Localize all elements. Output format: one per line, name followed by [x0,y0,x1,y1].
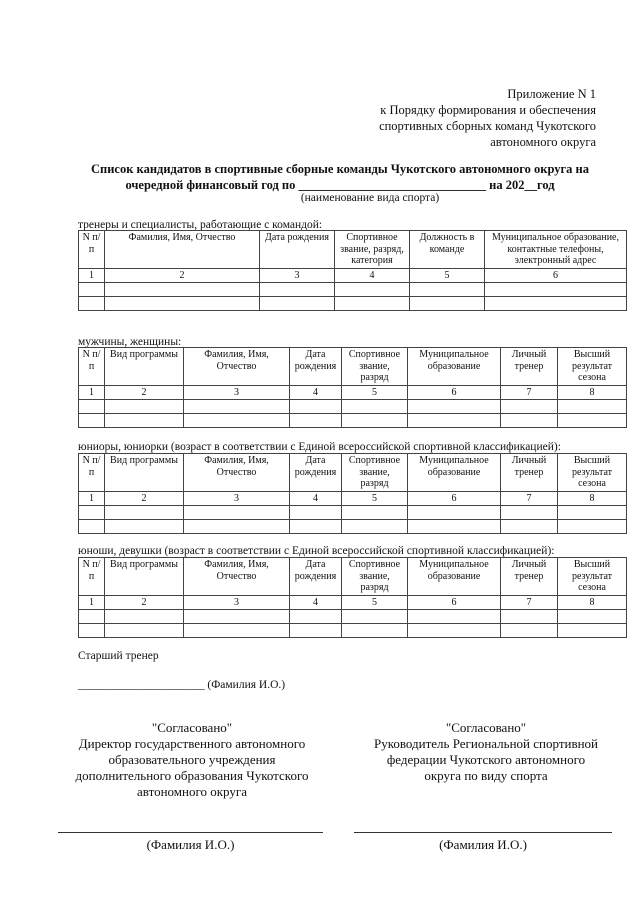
number-cell: 7 [501,595,558,610]
number-cell: 2 [105,595,184,610]
number-cell: 8 [558,491,627,506]
table-header-row [79,348,627,386]
header-cell: Муниципальное образование [408,454,501,492]
section-label-juniors: юниоры, юниорки (возраст в соответствии с Единой всероссийской спортивной классификацией): [78,441,561,453]
header-cell: Фамилия, Имя, Отчество [184,558,290,596]
sport-name-note: (наименование вида спорта) [300,192,440,204]
header-cell: N п/п [79,231,105,269]
agreement-line: автономного округа [137,784,247,799]
signature-line-right [354,832,612,833]
number-cell: 1 [79,385,105,400]
appendix-line: к Порядку формирования и обеспечения [380,103,596,117]
number-cell: 2 [105,268,260,283]
header-cell: Дата рождения [290,558,342,596]
table-row [79,520,627,534]
number-cell: 6 [408,385,501,400]
header-cell: Муниципальное образование [408,348,501,386]
number-cell: 6 [485,268,627,283]
header-cell: Дата рождения [290,348,342,386]
appendix-line: Приложение N 1 [507,87,596,101]
agreement-left [58,720,326,800]
section-label-men-women: мужчины, женщины: [78,336,182,348]
number-cell: 7 [501,491,558,506]
header-cell: Высший результат сезона [558,348,627,386]
table-row [79,624,627,638]
athletes-table-youths [78,557,627,638]
header-cell: Вид программы [105,348,184,386]
document-title [60,161,620,193]
number-cell: 6 [408,595,501,610]
agreement-line: дополнительного образования Чукотского [75,768,309,783]
signature-caption-right: (Фамилия И.О.) [439,837,527,852]
section-label-youths: юноши, девушки (возраст в соответствии с Единой всероссийской спортивной классификацией): [78,545,555,557]
header-cell: Вид программы [105,558,184,596]
number-cell: 8 [558,385,627,400]
athletes-table-juniors [78,453,627,534]
appendix-line: автономного округа [490,135,596,149]
title-line-1: Список кандидатов в спортивные сборные команды Чукотского автономного округа на [91,162,589,176]
header-cell: Спортивное звание, разряд, категория [335,231,410,269]
senior-coach-signature: ______________________ (Фамилия И.О.) [78,679,286,691]
athletes-table-men-women [78,347,627,428]
agreement-line: Руководитель Региональной спортивной [373,736,599,751]
header-cell: Муниципальное образование [408,558,501,596]
header-cell: Должность в команде [410,231,485,269]
number-cell: 5 [342,385,408,400]
signature-caption-left: (Фамилия И.О.) [146,837,235,852]
header-cell: Фамилия, Имя, Отчество [184,454,290,492]
table-row [79,283,627,297]
number-cell: 5 [410,268,485,283]
header-cell: Спортивное звание, разряд [342,348,408,386]
number-cell: 7 [501,385,558,400]
number-cell: 4 [335,268,410,283]
table-row [79,414,627,428]
coaches-table [78,230,627,311]
header-cell: N п/п [79,558,105,596]
header-cell: N п/п [79,348,105,386]
header-cell: Спортивное звание, разряд [342,558,408,596]
header-cell: Высший результат сезона [558,558,627,596]
number-cell: 2 [105,385,184,400]
number-cell: 4 [290,491,342,506]
header-cell: Муниципальное образование, контактные телефоны, электронный адрес [485,231,627,269]
agreement-line: федерации Чукотского автономного [386,752,586,767]
number-cell: 1 [79,595,105,610]
header-cell: Личный тренер [501,348,558,386]
header-cell: Фамилия, Имя, Отчество [184,348,290,386]
number-cell: 3 [184,595,290,610]
header-cell: Личный тренер [501,558,558,596]
agreement-line: образовательного учреждения [108,752,276,767]
agreement-heading: "Согласовано" [445,720,527,735]
column-number-row [79,268,627,283]
table-header-row [79,231,627,269]
number-cell: 4 [290,385,342,400]
appendix-header [316,86,596,150]
table-row [79,400,627,414]
number-cell: 3 [260,268,335,283]
number-cell: 5 [342,491,408,506]
column-number-row [79,385,627,400]
number-cell: 1 [79,268,105,283]
title-line-2: очередной финансовый год по ______________________________ на 202__год [125,178,555,192]
number-cell: 3 [184,385,290,400]
number-cell: 5 [342,595,408,610]
header-cell: Дата рождения [260,231,335,269]
column-number-row [79,595,627,610]
header-cell: Личный тренер [501,454,558,492]
section-label-coaches: тренеры и специалисты, работающие с командой: [78,219,323,231]
table-row [79,610,627,624]
header-cell: Спортивное звание, разряд [342,454,408,492]
table-row [79,506,627,520]
number-cell: 2 [105,491,184,506]
header-cell: Дата рождения [290,454,342,492]
senior-coach-label: Старший тренер [78,650,159,662]
number-cell: 6 [408,491,501,506]
agreement-line: округа по виду спорта [424,768,548,783]
table-row [79,297,627,311]
number-cell: 3 [184,491,290,506]
header-cell: Вид программы [105,454,184,492]
appendix-line: спортивных сборных команд Чукотского [379,119,596,133]
column-number-row [79,491,627,506]
header-cell: N п/п [79,454,105,492]
agreement-line: Директор государственного автономного [78,736,306,751]
number-cell: 1 [79,491,105,506]
agreement-heading: "Согласовано" [151,720,233,735]
header-cell: Высший результат сезона [558,454,627,492]
table-header-row [79,454,627,492]
agreement-right [356,720,616,784]
header-cell: Фамилия, Имя, Отчество [105,231,260,269]
signature-line-left [58,832,323,833]
table-header-row [79,558,627,596]
number-cell: 8 [558,595,627,610]
number-cell: 4 [290,595,342,610]
